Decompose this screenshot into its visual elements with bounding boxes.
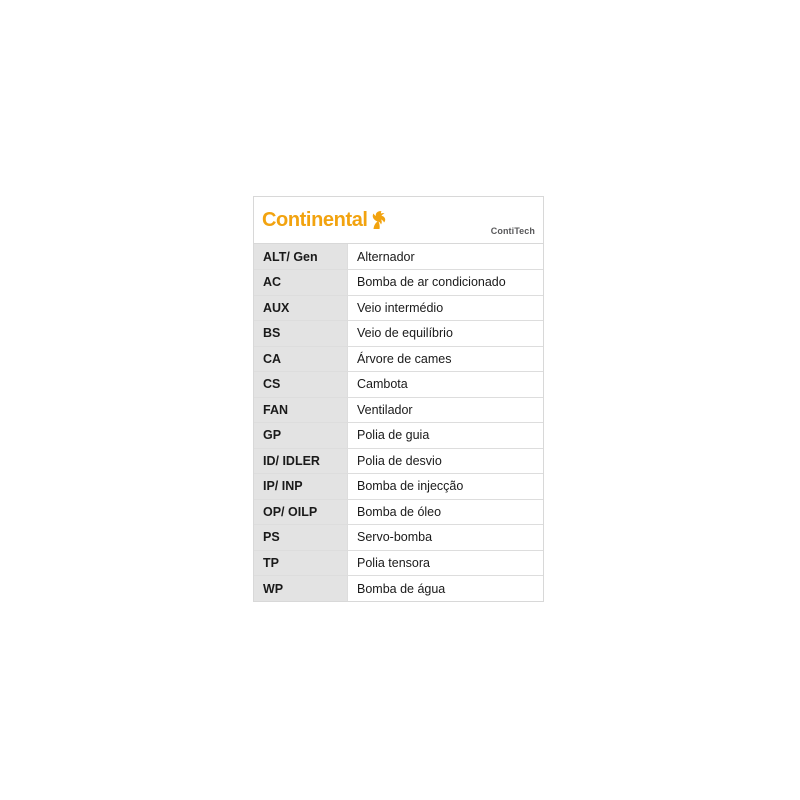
description-cell: Cambota: [348, 372, 544, 398]
description-cell: Bomba de injecção: [348, 474, 544, 500]
abbreviation-table: [254, 244, 543, 601]
code-cell: AUX: [254, 295, 348, 321]
code-cell: CA: [254, 346, 348, 372]
code-cell: TP: [254, 550, 348, 576]
code-cell: BS: [254, 321, 348, 347]
code-cell: AC: [254, 270, 348, 296]
table-row: [254, 270, 543, 296]
table-row: [254, 474, 543, 500]
code-cell: CS: [254, 372, 348, 398]
description-cell: Veio intermédio: [348, 295, 544, 321]
table-row: [254, 550, 543, 576]
table-row: [254, 525, 543, 551]
table-row: [254, 397, 543, 423]
description-cell: Bomba de óleo: [348, 499, 544, 525]
code-cell: GP: [254, 423, 348, 449]
continental-logo: [262, 210, 387, 230]
description-cell: Veio de equilíbrio: [348, 321, 544, 347]
description-cell: Polia tensora: [348, 550, 544, 576]
brand-wordmark: Continental: [262, 209, 368, 231]
description-cell: Alternador: [348, 244, 544, 270]
code-cell: ALT/ Gen: [254, 244, 348, 270]
table-row: [254, 448, 543, 474]
code-cell: WP: [254, 576, 348, 602]
table-row: [254, 372, 543, 398]
code-cell: FAN: [254, 397, 348, 423]
table-row: [254, 244, 543, 270]
abbreviation-legend-card: [253, 196, 544, 602]
prancing-horse-icon: [371, 210, 387, 230]
description-cell: Polia de desvio: [348, 448, 544, 474]
table-row: [254, 423, 543, 449]
description-cell: Árvore de cames: [348, 346, 544, 372]
table-row: [254, 499, 543, 525]
code-cell: IP/ INP: [254, 474, 348, 500]
code-cell: ID/ IDLER: [254, 448, 348, 474]
table-row: [254, 346, 543, 372]
description-cell: Servo-bomba: [348, 525, 544, 551]
description-cell: Polia de guia: [348, 423, 544, 449]
code-cell: OP/ OILP: [254, 499, 348, 525]
description-cell: Bomba de ar condicionado: [348, 270, 544, 296]
contitech-sub-brand: ContiTech: [490, 226, 535, 236]
table-row: [254, 321, 543, 347]
table-row: [254, 576, 543, 602]
table-row: [254, 295, 543, 321]
description-cell: Ventilador: [348, 397, 544, 423]
code-cell: PS: [254, 525, 348, 551]
description-cell: Bomba de água: [348, 576, 544, 602]
brand-header: [254, 197, 543, 244]
